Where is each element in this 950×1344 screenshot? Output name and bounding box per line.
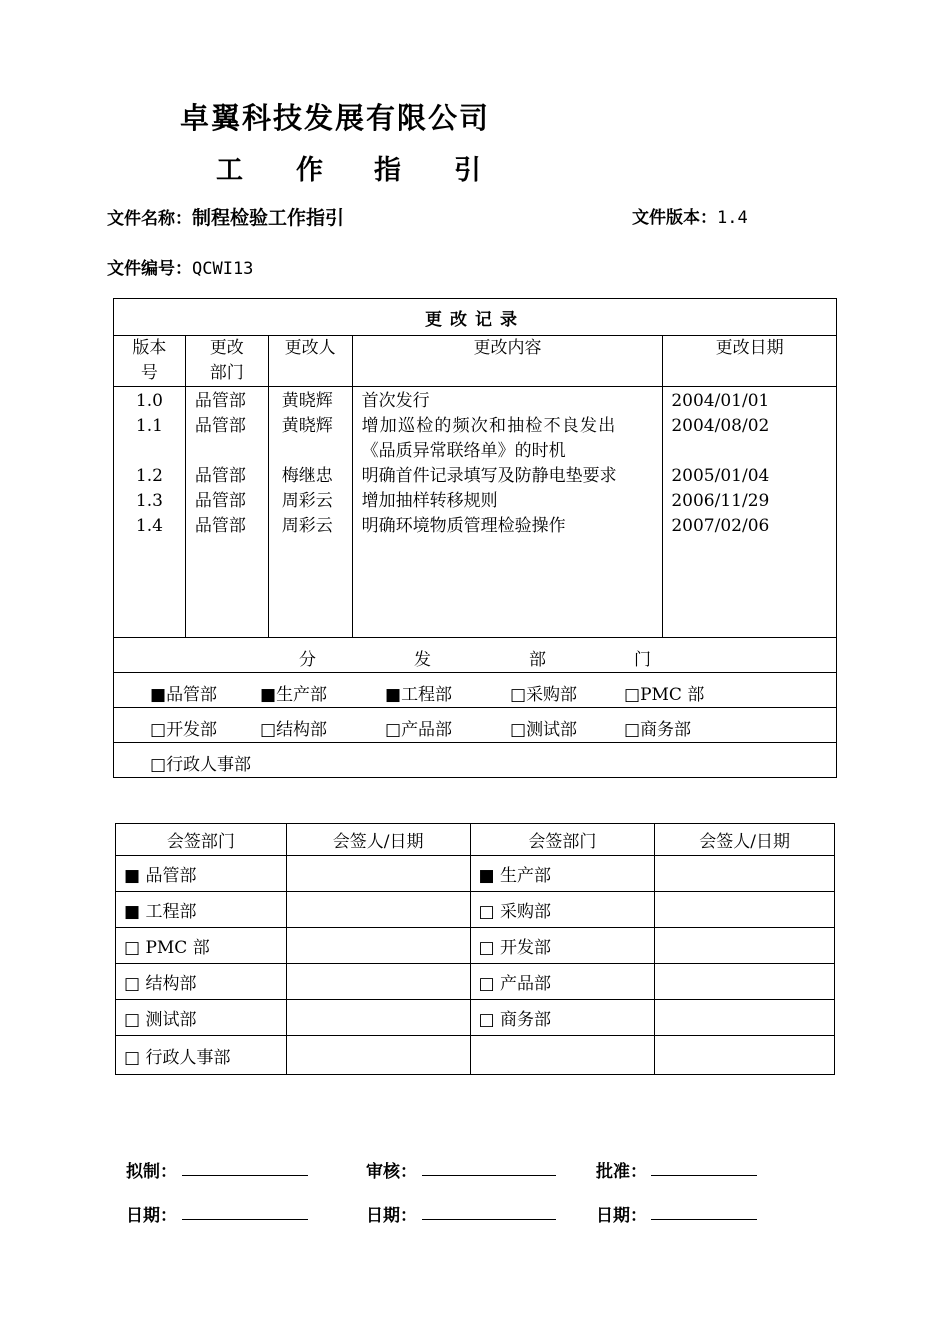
content-column (352, 387, 663, 638)
doc-type-char: 工 (216, 155, 243, 186)
signoff-header-signer: 会签人/日期 (286, 824, 470, 856)
approved-date-label: 日期： (596, 1206, 647, 1226)
drafted-date-label: 日期： (126, 1206, 177, 1226)
dept-cell: 品管部 (194, 491, 246, 511)
distribution-dept: ■品管部 (150, 685, 218, 705)
drafted-date-field[interactable] (182, 1219, 308, 1220)
date-cell: 2004/08/02 (671, 416, 770, 436)
signoff-signature-field[interactable] (286, 892, 470, 928)
dept-cell: 品管部 (194, 391, 246, 411)
version-cell: 1.1 (135, 416, 163, 436)
version-cell: 1.3 (135, 491, 163, 511)
file-number-value: QCWI13 (192, 259, 254, 279)
company-name: 卓翼科技发展有限公司 (180, 101, 491, 135)
signoff-dept: ■ 工程部 (116, 892, 287, 928)
signoff-signature-field[interactable] (655, 928, 835, 964)
signoff-dept: □ PMC 部 (116, 928, 287, 964)
person-cell: 黄晓辉 (281, 416, 333, 436)
distribution-row (114, 708, 837, 743)
date-cell: 2006/11/29 (671, 491, 770, 511)
version-column (114, 387, 186, 638)
distribution-dept: □行政人事部 (150, 755, 252, 775)
distribution-title (114, 638, 837, 673)
date-column (663, 387, 837, 638)
file-name-label: 文件名称： (107, 209, 192, 229)
approved-date-field[interactable] (651, 1219, 757, 1220)
signoff-dept (470, 1036, 655, 1075)
signoff-signature-field[interactable] (286, 856, 470, 892)
person-column (268, 387, 352, 638)
signoff-dept: □ 结构部 (116, 964, 287, 1000)
distribution-dept: □采购部 (510, 685, 578, 705)
approved-by-label: 批准： (596, 1162, 647, 1182)
distribution-title-char: 分 (299, 650, 316, 670)
distribution-dept: □商务部 (624, 720, 692, 740)
person-cell: 黄晓辉 (281, 391, 333, 411)
reviewed-date-field[interactable] (422, 1219, 556, 1220)
signoff-row (116, 1000, 835, 1036)
column-header-content: 更改内容 (352, 336, 663, 387)
distribution-title-char: 门 (634, 650, 651, 670)
distribution-dept: ■生产部 (260, 685, 328, 705)
distribution-dept: □产品部 (385, 720, 453, 740)
signoff-signature-field[interactable] (655, 856, 835, 892)
checkbox-icon: ■ (260, 685, 277, 705)
signoff-dept: ■ 生产部 (470, 856, 655, 892)
file-name-field (107, 203, 344, 230)
version-cell: 1.2 (135, 466, 163, 486)
signoff-table (115, 823, 835, 1075)
reviewed-by-field[interactable] (422, 1175, 556, 1176)
signoff-signature-field[interactable] (655, 892, 835, 928)
column-header-version: 版本号 (114, 336, 186, 387)
checkbox-icon: □ (624, 720, 641, 740)
doc-type-char: 引 (454, 155, 481, 186)
signoff-signature-field[interactable] (655, 1000, 835, 1036)
signoff-header-signer: 会签人/日期 (655, 824, 835, 856)
checkbox-icon: □ (150, 720, 167, 740)
signoff-signature-field[interactable] (286, 964, 470, 1000)
content-cell: 明确环境物质管理检验操作 (361, 516, 566, 536)
distribution-dept: □结构部 (260, 720, 328, 740)
version-cell: 1.0 (135, 391, 163, 411)
signoff-signature-field[interactable] (655, 964, 835, 1000)
signoff-row (116, 964, 835, 1000)
checkbox-icon: □ (510, 685, 527, 705)
date-cell: 2005/01/04 (671, 466, 770, 486)
dept-cell: 品管部 (194, 416, 246, 436)
distribution-dept: □开发部 (150, 720, 218, 740)
column-header-dept: 更改部门 (185, 336, 268, 387)
dept-cell: 品管部 (194, 516, 246, 536)
distribution-dept: □PMC 部 (624, 685, 705, 705)
content-cell-continued: 《品质异常联络单》的时机 (361, 441, 566, 461)
signoff-header-dept: 会签部门 (470, 824, 655, 856)
dept-cell: 品管部 (194, 466, 246, 486)
signoff-dept: □ 行政人事部 (116, 1036, 287, 1075)
doc-type-char: 指 (374, 155, 401, 186)
checkbox-icon: □ (150, 755, 167, 775)
distribution-row (114, 673, 837, 708)
distribution-title-char: 部 (529, 650, 546, 670)
checkbox-icon: □ (260, 720, 277, 740)
signoff-signature-field[interactable] (286, 1000, 470, 1036)
file-number-label: 文件编号： (107, 259, 192, 279)
person-cell: 周彩云 (281, 491, 333, 511)
signoff-dept: □ 测试部 (116, 1000, 287, 1036)
signoff-row (116, 892, 835, 928)
reviewed-date-label: 日期： (366, 1206, 417, 1226)
signoff-signature-field[interactable] (286, 1036, 470, 1075)
file-name-value: 制程检验工作指引 (192, 207, 345, 229)
column-header-date: 更改日期 (663, 336, 837, 387)
file-version-value: 1.4 (717, 208, 748, 228)
distribution-title-char: 发 (414, 650, 431, 670)
signoff-dept: □ 开发部 (470, 928, 655, 964)
content-cell: 明确首件记录填写及防静电垫要求 (361, 466, 617, 486)
reviewed-by-label: 审核： (366, 1162, 417, 1182)
signoff-row (116, 928, 835, 964)
checkbox-icon: ■ (150, 685, 167, 705)
signoff-signature-field[interactable] (655, 1036, 835, 1075)
checkbox-icon: ■ (385, 685, 402, 705)
content-cell: 增加巡检的频次和抽检不良发出 (361, 416, 617, 436)
person-cell: 梅继忠 (281, 466, 333, 486)
drafted-by-label: 拟制： (126, 1162, 177, 1182)
dept-column (185, 387, 268, 638)
checkbox-icon: □ (510, 720, 527, 740)
distribution-row (114, 743, 837, 778)
file-number-field (107, 254, 253, 279)
signoff-row (116, 1036, 835, 1075)
distribution-dept: ■工程部 (385, 685, 453, 705)
file-version-field (632, 203, 748, 228)
signoff-row (116, 856, 835, 892)
checkbox-icon: □ (385, 720, 402, 740)
signoff-dept: ■ 品管部 (116, 856, 287, 892)
signoff-header-dept: 会签部门 (116, 824, 287, 856)
signoff-signature-field[interactable] (286, 928, 470, 964)
content-cell: 首次发行 (361, 391, 430, 411)
content-cell: 增加抽样转移规则 (361, 491, 498, 511)
approved-by-field[interactable] (651, 1175, 757, 1176)
date-cell: 2004/01/01 (671, 391, 770, 411)
signoff-dept: □ 产品部 (470, 964, 655, 1000)
distribution-dept: □测试部 (510, 720, 578, 740)
checkbox-icon: □ (624, 685, 641, 705)
signoff-dept: □ 采购部 (470, 892, 655, 928)
date-cell: 2007/02/06 (671, 516, 770, 536)
version-cell: 1.4 (135, 516, 163, 536)
doc-type-char: 作 (296, 155, 323, 186)
file-version-label: 文件版本： (632, 208, 717, 228)
drafted-by-field[interactable] (182, 1175, 308, 1176)
column-header-person: 更改人 (268, 336, 352, 387)
signoff-dept: □ 商务部 (470, 1000, 655, 1036)
person-cell: 周彩云 (281, 516, 333, 536)
revision-table (113, 298, 837, 778)
revision-table-title: 更改记录 (114, 299, 837, 336)
